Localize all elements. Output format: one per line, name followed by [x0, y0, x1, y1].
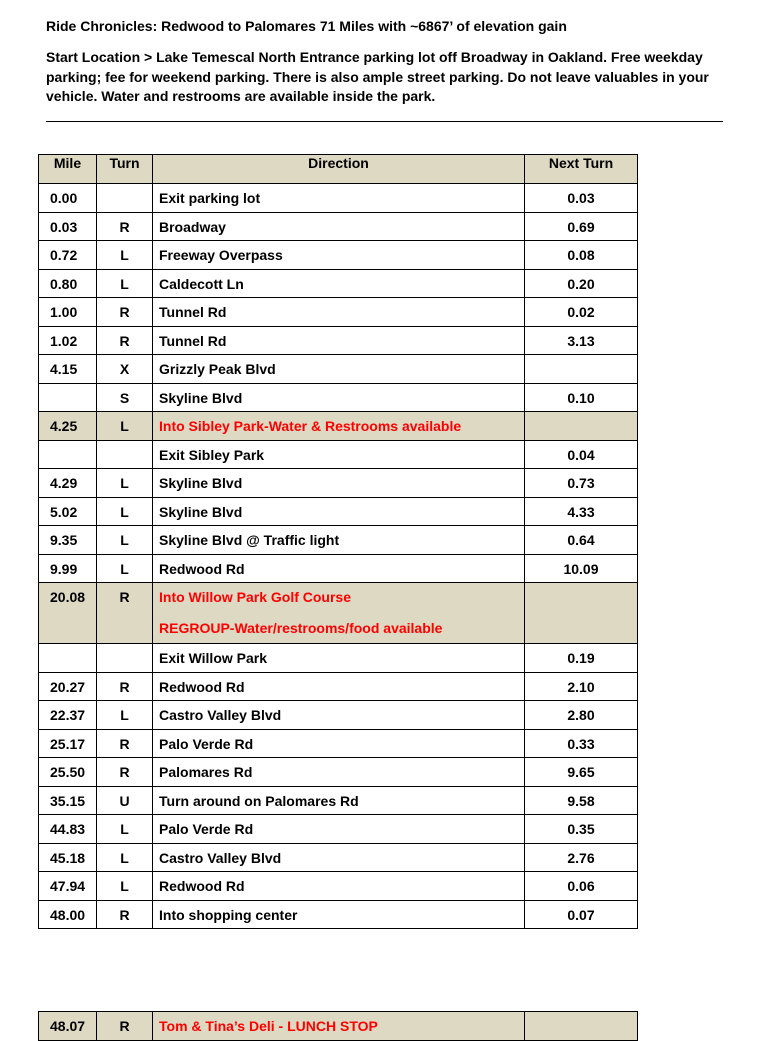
- direction-line-1: Into Willow Park Golf Course: [159, 589, 352, 605]
- table-row: [39, 729, 638, 758]
- table-row: [39, 900, 638, 929]
- cell-next-turn: 0.07: [525, 900, 638, 929]
- cell-next-turn: 0.19: [525, 644, 638, 673]
- table-row: [39, 583, 638, 644]
- table-row: [39, 298, 638, 327]
- cell-mile: 22.37: [39, 701, 97, 730]
- direction-line-2: REGROUP-Water/restrooms/food available: [159, 620, 443, 636]
- table-row: [39, 383, 638, 412]
- cell-next-turn: [525, 1012, 638, 1041]
- cell-direction: Skyline Blvd: [153, 383, 525, 412]
- cell-turn: L: [97, 701, 153, 730]
- header-mile: Mile: [39, 155, 97, 184]
- cell-turn: R: [97, 758, 153, 787]
- cell-turn: [97, 644, 153, 673]
- table-row: [39, 815, 638, 844]
- cell-mile: 0.80: [39, 269, 97, 298]
- cell-next-turn: 0.69: [525, 212, 638, 241]
- cell-turn: R: [97, 298, 153, 327]
- cell-direction: Castro Valley Blvd: [153, 701, 525, 730]
- table-row: [39, 326, 638, 355]
- cell-mile: 0.03: [39, 212, 97, 241]
- cue-sheet-table: [38, 154, 638, 929]
- header-turn: Turn: [97, 155, 153, 184]
- cell-direction: Castro Valley Blvd: [153, 843, 525, 872]
- cell-mile: 0.00: [39, 184, 97, 213]
- table-row: [39, 526, 638, 555]
- cell-mile: 4.29: [39, 469, 97, 498]
- cell-turn: L: [97, 241, 153, 270]
- cell-direction: Turn around on Palomares Rd: [153, 786, 525, 815]
- lunch-table: [38, 1011, 638, 1041]
- cell-turn: R: [97, 326, 153, 355]
- cell-mile: 20.27: [39, 672, 97, 701]
- cell-turn: L: [97, 843, 153, 872]
- cell-direction: Palomares Rd: [153, 758, 525, 787]
- cell-direction: Tunnel Rd: [153, 298, 525, 327]
- cell-direction: [153, 583, 525, 644]
- cell-turn: R: [97, 212, 153, 241]
- cell-mile: 9.35: [39, 526, 97, 555]
- cell-next-turn: 0.64: [525, 526, 638, 555]
- cell-turn: L: [97, 526, 153, 555]
- cell-turn: R: [97, 583, 153, 644]
- table-row: [39, 758, 638, 787]
- table-row: [39, 212, 638, 241]
- cell-next-turn: 0.02: [525, 298, 638, 327]
- cell-direction: Into Sibley Park-Water & Restrooms available: [153, 412, 525, 441]
- cell-direction: Redwood Rd: [153, 872, 525, 901]
- cell-direction: Redwood Rd: [153, 554, 525, 583]
- cell-turn: R: [97, 900, 153, 929]
- cell-direction: Skyline Blvd @ Traffic light: [153, 526, 525, 555]
- table-row: [39, 184, 638, 213]
- cell-mile: 25.50: [39, 758, 97, 787]
- cell-direction: Exit parking lot: [153, 184, 525, 213]
- cell-mile: 4.15: [39, 355, 97, 384]
- cell-mile: 0.72: [39, 241, 97, 270]
- cell-next-turn: 3.13: [525, 326, 638, 355]
- cell-direction: Grizzly Peak Blvd: [153, 355, 525, 384]
- cell-turn: R: [97, 1012, 153, 1041]
- cell-turn: [97, 440, 153, 469]
- cell-direction: Freeway Overpass: [153, 241, 525, 270]
- table-row: [39, 843, 638, 872]
- cell-next-turn: 9.58: [525, 786, 638, 815]
- cell-direction: Broadway: [153, 212, 525, 241]
- cell-direction: Skyline Blvd: [153, 469, 525, 498]
- cell-turn: L: [97, 469, 153, 498]
- table-row: [39, 701, 638, 730]
- cell-turn: X: [97, 355, 153, 384]
- cell-turn: S: [97, 383, 153, 412]
- cell-next-turn: [525, 583, 638, 644]
- cell-turn: R: [97, 729, 153, 758]
- cell-mile: 1.00: [39, 298, 97, 327]
- cell-mile: 1.02: [39, 326, 97, 355]
- cell-next-turn: 0.33: [525, 729, 638, 758]
- cell-mile: 48.07: [39, 1012, 97, 1041]
- cell-mile: [39, 644, 97, 673]
- table-row: [39, 872, 638, 901]
- cell-turn: L: [97, 815, 153, 844]
- table-row: [39, 672, 638, 701]
- cell-direction: Caldecott Ln: [153, 269, 525, 298]
- cell-next-turn: 2.10: [525, 672, 638, 701]
- cell-direction: Palo Verde Rd: [153, 815, 525, 844]
- cell-next-turn: [525, 412, 638, 441]
- cell-mile: 45.18: [39, 843, 97, 872]
- cell-next-turn: 2.76: [525, 843, 638, 872]
- cell-mile: 20.08: [39, 583, 97, 644]
- cell-next-turn: [525, 355, 638, 384]
- table-row: [39, 440, 638, 469]
- cell-turn: L: [97, 554, 153, 583]
- cell-mile: 35.15: [39, 786, 97, 815]
- cell-direction: Palo Verde Rd: [153, 729, 525, 758]
- cell-turn: L: [97, 269, 153, 298]
- cell-direction: Exit Sibley Park: [153, 440, 525, 469]
- cell-next-turn: 0.35: [525, 815, 638, 844]
- table-row: [39, 469, 638, 498]
- header-direction: Direction: [153, 155, 525, 184]
- table-row: [39, 786, 638, 815]
- cell-turn: L: [97, 412, 153, 441]
- cell-next-turn: 9.65: [525, 758, 638, 787]
- cell-next-turn: 2.80: [525, 701, 638, 730]
- cell-turn: U: [97, 786, 153, 815]
- table-row: [39, 355, 638, 384]
- start-location-text: Start Location > Lake Temescal North Entrance parking lot off Broadway in Oakland. Free weekday parking; fee for weekend parking. There is also ample street parking. Do not leave valuables in your vehicle. Water and restrooms are available inside the park.: [46, 49, 709, 104]
- cell-next-turn: 0.03: [525, 184, 638, 213]
- cell-next-turn: 0.20: [525, 269, 638, 298]
- cell-mile: 9.99: [39, 554, 97, 583]
- table-row: [39, 412, 638, 441]
- header-next-turn: Next Turn: [525, 155, 638, 184]
- cell-next-turn: 4.33: [525, 497, 638, 526]
- cell-turn: L: [97, 872, 153, 901]
- cell-direction: Into shopping center: [153, 900, 525, 929]
- cell-mile: [39, 383, 97, 412]
- cell-mile: [39, 440, 97, 469]
- table-header-row: [39, 155, 638, 184]
- cell-mile: 5.02: [39, 497, 97, 526]
- cell-next-turn: 0.73: [525, 469, 638, 498]
- cell-turn: [97, 184, 153, 213]
- cell-mile: 47.94: [39, 872, 97, 901]
- table-row: [39, 269, 638, 298]
- divider: [46, 121, 723, 122]
- cell-mile: 48.00: [39, 900, 97, 929]
- cell-direction: Skyline Blvd: [153, 497, 525, 526]
- table-row: [39, 241, 638, 270]
- cell-mile: 44.83: [39, 815, 97, 844]
- table-row: [39, 644, 638, 673]
- page-title: Ride Chronicles: Redwood to Palomares 71 Miles with ~6867’ of elevation gain: [46, 18, 567, 34]
- cell-next-turn: 0.06: [525, 872, 638, 901]
- cell-direction: Tunnel Rd: [153, 326, 525, 355]
- cell-next-turn: 0.10: [525, 383, 638, 412]
- table-row: [39, 554, 638, 583]
- table-row: [39, 497, 638, 526]
- cell-turn: R: [97, 672, 153, 701]
- cell-turn: L: [97, 497, 153, 526]
- cell-next-turn: 10.09: [525, 554, 638, 583]
- cell-mile: 4.25: [39, 412, 97, 441]
- cell-direction: Redwood Rd: [153, 672, 525, 701]
- cell-next-turn: 0.08: [525, 241, 638, 270]
- table-row-lunch: [39, 1012, 638, 1041]
- cell-direction: Exit Willow Park: [153, 644, 525, 673]
- cell-direction: Tom & Tina’s Deli - LUNCH STOP: [153, 1012, 525, 1041]
- cell-mile: 25.17: [39, 729, 97, 758]
- cell-next-turn: 0.04: [525, 440, 638, 469]
